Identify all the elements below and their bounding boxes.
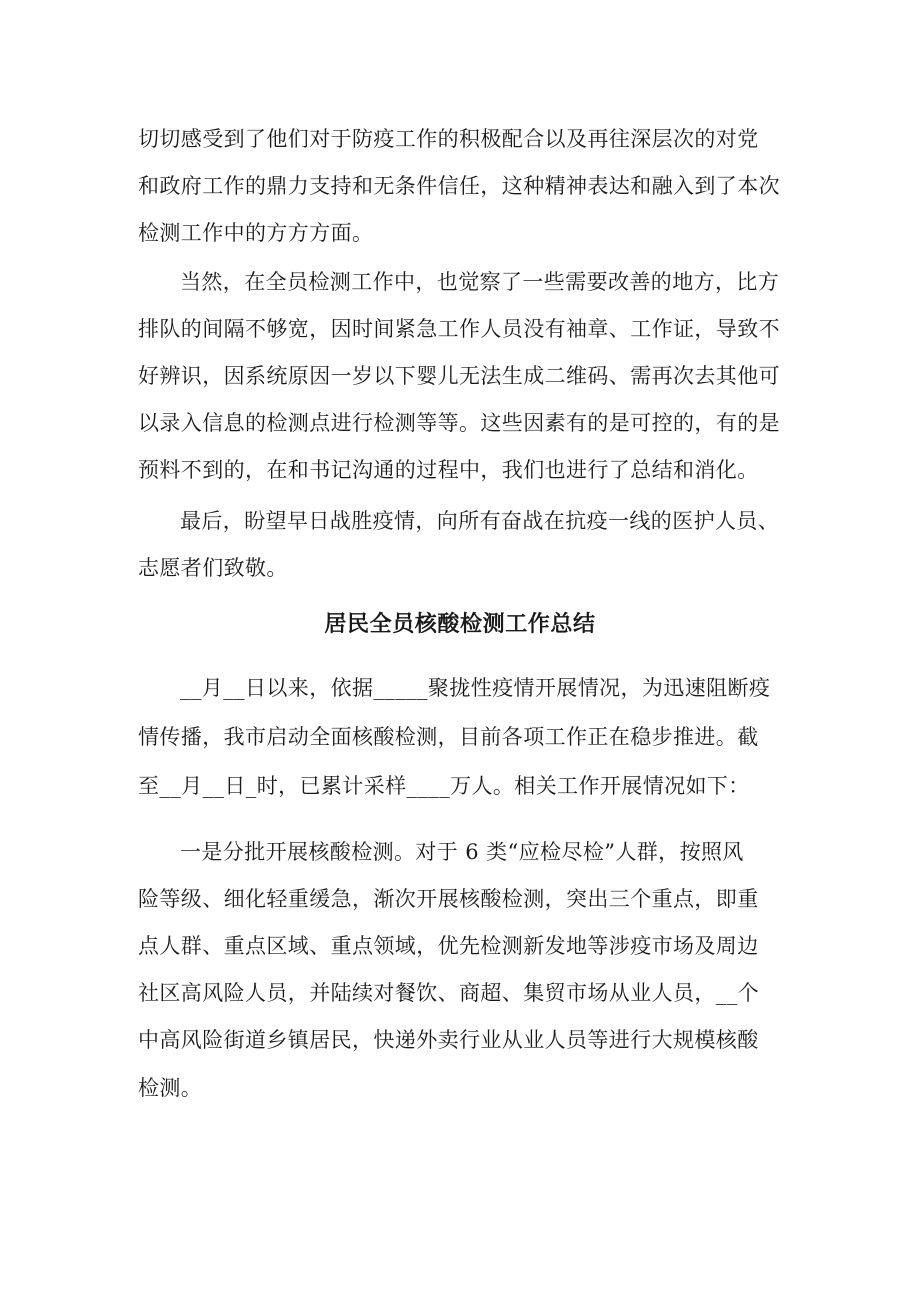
paragraph-2-line-2: 排队的间隔不够宽，因时间紧急工作人员没有袖章、工作证，导致不 — [138, 317, 780, 341]
paragraph-4-line-3: 至__月__日_时，已累计采样____万人。相关工作开展情况如下： — [138, 774, 750, 798]
paragraph-3-line-2: 志愿者们致敬。 — [138, 556, 288, 580]
paragraph-1-line-3: 检测工作中的方方方面。 — [138, 221, 374, 245]
paragraph-4-line-2: 情传播，我市启动全面核酸检测，目前各项工作正在稳步推进。截 — [138, 725, 759, 749]
paragraph-1-line-2: 和政府工作的鼎力支持和无条件信任，这种精神表达和融入到了本次 — [138, 174, 780, 198]
paragraph-5-line-2: 险等级、细化轻重缓急，渐次开展核酸检测，突出三个重点，即重 — [138, 887, 759, 911]
paragraph-5-line-4: 社区高风险人员，并陆续对餐饮、商超、集贸市场从业人员，__个 — [138, 981, 759, 1005]
paragraph-3-line-1: 最后，盼望早日战胜疫情，向所有奋战在抗疫一线的医护人员、 — [180, 509, 780, 533]
paragraph-4-line-1: __月__日以来，依据_____聚拢性疫情开展情况，为迅速阻断疫 — [180, 676, 771, 700]
paragraph-5-line-3: 点人群、重点区域、重点领域，优先检测新发地等涉疫市场及周边 — [138, 934, 759, 958]
paragraph-2-line-3: 好辨识，因系统原因一岁以下婴儿无法生成二维码、需再次去其他可 — [138, 364, 780, 388]
paragraph-2-line-1: 当然，在全员检测工作中，也觉察了一些需要改善的地方，比方 — [180, 270, 780, 294]
paragraph-5-line-5: 中高风险街道乡镇居民，快递外卖行业从业人员等进行大规模核酸 — [138, 1028, 759, 1052]
paragraph-1-line-1: 切切感受到了他们对于防疫工作的积极配合以及再往深层次的对党 — [138, 127, 759, 151]
paragraph-5-line-6: 检测。 — [138, 1076, 203, 1100]
paragraph-2-line-5: 预料不到的，在和书记沟通的过程中，我们也进行了总结和消化。 — [138, 458, 759, 482]
paragraph-5-line-1: 一是分批开展核酸检测。对于 6 类“应检尽检”人群，按照风 — [180, 840, 744, 864]
paragraph-2-line-4: 以录入信息的检测点进行检测等等。这些因素有的是可控的，有的是 — [138, 411, 780, 435]
section-title: 居民全员核酸检测工作总结 — [324, 612, 596, 637]
